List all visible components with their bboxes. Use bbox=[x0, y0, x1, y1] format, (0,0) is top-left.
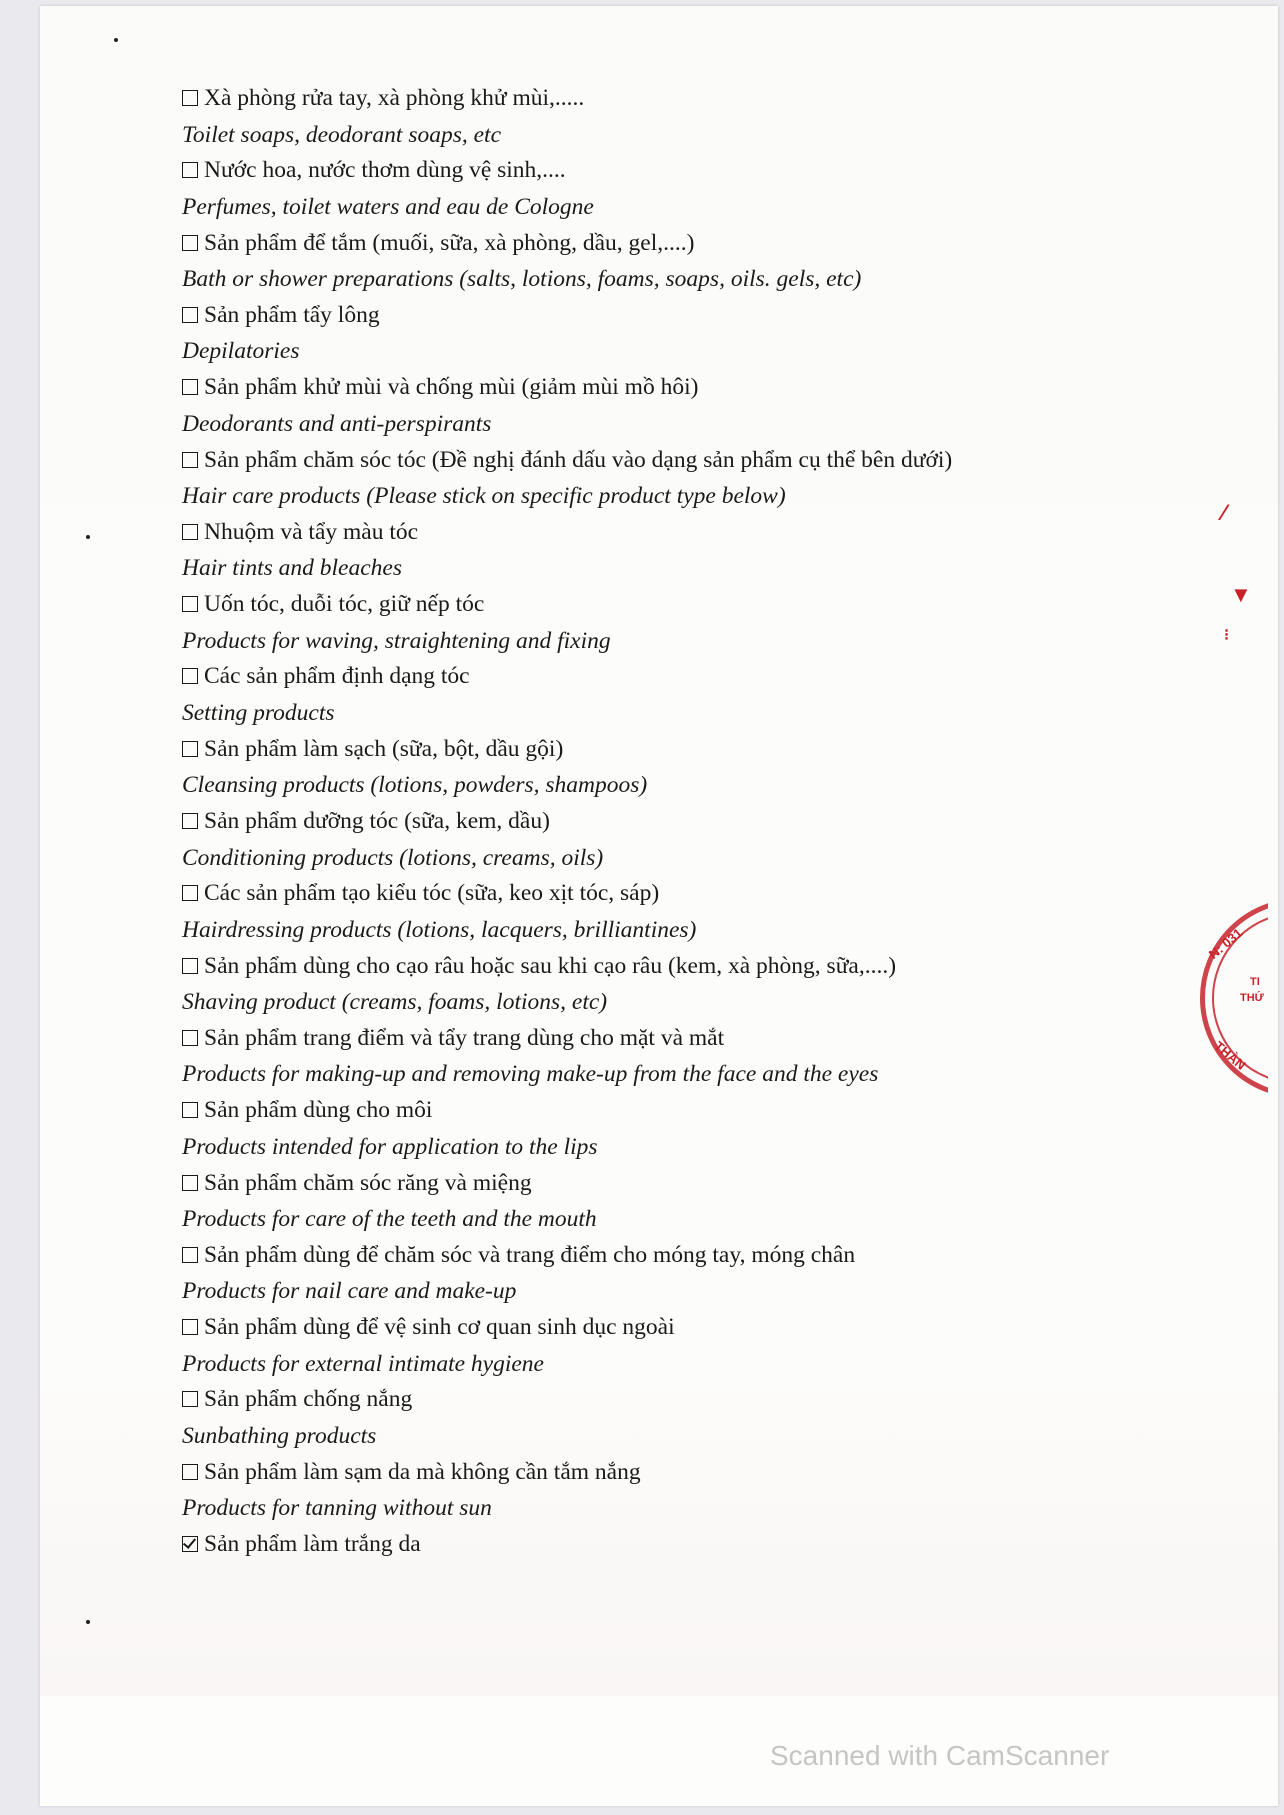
unchecked-checkbox[interactable] bbox=[182, 1464, 198, 1480]
red-stamp-fragment-mark: ▼ bbox=[1230, 582, 1252, 607]
scan-speck bbox=[86, 1620, 90, 1624]
checked-checkbox[interactable] bbox=[182, 1536, 198, 1552]
checklist-item[interactable] bbox=[182, 1024, 724, 1052]
unchecked-checkbox[interactable] bbox=[182, 1102, 198, 1118]
item-label-vietnamese: Sản phẩm dùng cho môi bbox=[204, 1097, 433, 1124]
item-label-vietnamese: Sản phẩm chống nắng bbox=[204, 1386, 413, 1413]
checklist-item[interactable] bbox=[182, 662, 470, 690]
item-label-vietnamese: Các sản phẩm định dạng tóc bbox=[204, 663, 470, 690]
scan-speck bbox=[86, 535, 90, 539]
stamp-bottom-text: THÀN bbox=[1211, 1038, 1249, 1073]
item-label-english: Hair tints and bleaches bbox=[182, 555, 402, 582]
item-label-vietnamese: Nhuộm và tẩy màu tóc bbox=[204, 518, 419, 545]
item-label-english: Bath or shower preparations (salts, lotions, foams, soaps, oils. gels, etc) bbox=[182, 266, 862, 293]
item-label-english: Products for nail care and make-up bbox=[182, 1278, 517, 1305]
unchecked-checkbox[interactable] bbox=[182, 958, 198, 974]
unchecked-checkbox[interactable] bbox=[182, 885, 198, 901]
item-label-vietnamese: Sản phẩm dưỡng tóc (sữa, kem, dầu) bbox=[204, 808, 550, 834]
unchecked-checkbox[interactable] bbox=[182, 741, 198, 757]
unchecked-checkbox[interactable] bbox=[182, 235, 198, 251]
unchecked-checkbox[interactable] bbox=[182, 162, 198, 178]
checklist-item[interactable] bbox=[182, 84, 584, 112]
item-label-english: Conditioning products (lotions, creams, oils) bbox=[182, 844, 604, 871]
item-label-english: Setting products bbox=[182, 699, 335, 726]
unchecked-checkbox[interactable] bbox=[182, 452, 198, 468]
checklist-item[interactable] bbox=[182, 807, 550, 835]
company-seal-stamp bbox=[1198, 898, 1268, 1108]
item-label-vietnamese: Sản phẩm làm sạm da mà không cần tắm nắng bbox=[204, 1458, 641, 1485]
unchecked-checkbox[interactable] bbox=[182, 524, 198, 540]
item-label-vietnamese: Uốn tóc, duỗi tóc, giữ nếp tóc bbox=[204, 591, 485, 618]
item-label-english: Products for waving, straightening and fixing bbox=[182, 627, 611, 654]
item-label-vietnamese: Sản phẩm làm sạch (sữa, bột, dầu gội) bbox=[204, 735, 564, 762]
checklist-item[interactable] bbox=[182, 518, 418, 546]
item-label-english: Products for care of the teeth and the mouth bbox=[182, 1206, 597, 1232]
stamp-line-1: TI bbox=[1250, 976, 1260, 988]
item-label-english: Depilatories bbox=[182, 338, 300, 365]
item-label-english: Products for making-up and removing make-up from the face and the eyes bbox=[182, 1061, 879, 1088]
unchecked-checkbox[interactable] bbox=[182, 1391, 198, 1407]
item-label-vietnamese: Sản phẩm chăm sóc răng và miệng bbox=[204, 1169, 532, 1196]
checklist-item[interactable] bbox=[182, 1241, 855, 1269]
item-label-vietnamese: Sản phẩm trang điểm và tẩy trang dùng cho mặt và mắt bbox=[204, 1024, 725, 1051]
scan-speck bbox=[114, 38, 118, 42]
item-label-vietnamese: Sản phẩm để tắm (muối, sữa, xà phòng, dầu, gel,....) bbox=[204, 229, 695, 256]
checklist-item[interactable] bbox=[182, 446, 952, 474]
item-label-vietnamese: Sản phẩm dùng để chăm sóc và trang điểm cho móng tay, móng chân bbox=[204, 1241, 856, 1268]
checklist-item[interactable] bbox=[182, 301, 380, 329]
unchecked-checkbox[interactable] bbox=[182, 90, 198, 106]
red-stamp-fragment-mark: ⁄ bbox=[1222, 500, 1226, 525]
stamp-number-text: N: 031 bbox=[1205, 925, 1246, 962]
checklist-item[interactable] bbox=[182, 1169, 532, 1197]
item-label-vietnamese: Sản phẩm chăm sóc tóc (Đề nghị đánh dấu vào dạng sản phẩm cụ thể bên dưới) bbox=[204, 446, 953, 473]
item-label-english: Deodorants and anti-perspirants bbox=[182, 410, 492, 437]
item-label-english: Perfumes, toilet waters and eau de Cologne bbox=[182, 193, 594, 220]
item-label-vietnamese: Sản phẩm khử mùi và chống mùi (giảm mùi mồ hôi) bbox=[204, 374, 699, 401]
checklist-item[interactable] bbox=[182, 1313, 675, 1341]
checklist-item[interactable] bbox=[182, 229, 694, 257]
checklist-item[interactable] bbox=[182, 373, 698, 401]
unchecked-checkbox[interactable] bbox=[182, 379, 198, 395]
item-label-english: Shaving product (creams, foams, lotions, etc) bbox=[182, 989, 608, 1016]
unchecked-checkbox[interactable] bbox=[182, 813, 198, 829]
item-label-english: Cleansing products (lotions, powders, shampoos) bbox=[182, 772, 648, 799]
item-label-english: Toilet soaps, deodorant soaps, etc bbox=[182, 121, 502, 148]
checklist-item[interactable] bbox=[182, 590, 484, 618]
red-stamp-fragment-mark: ⁝ bbox=[1224, 627, 1230, 644]
unchecked-checkbox[interactable] bbox=[182, 1247, 198, 1263]
item-label-english: Hair care products (Please stick on specific product type below) bbox=[182, 483, 786, 509]
item-label-english: Hairdressing products (lotions, lacquers, brilliantines) bbox=[182, 916, 697, 943]
checklist-item[interactable] bbox=[182, 1530, 421, 1558]
item-label-vietnamese: Sản phẩm tẩy lông bbox=[204, 301, 380, 328]
item-label-english: Products for tanning without sun bbox=[182, 1495, 492, 1522]
unchecked-checkbox[interactable] bbox=[182, 1319, 198, 1335]
checklist-item[interactable] bbox=[182, 735, 563, 763]
unchecked-checkbox[interactable] bbox=[182, 668, 198, 684]
item-label-vietnamese: Sản phẩm làm trắng da bbox=[204, 1531, 421, 1557]
checklist-item[interactable] bbox=[182, 1096, 432, 1124]
checklist-item[interactable] bbox=[182, 1385, 412, 1413]
stamp-line-2: THỨ bbox=[1240, 992, 1264, 1004]
unchecked-checkbox[interactable] bbox=[182, 1175, 198, 1191]
item-label-vietnamese: Xà phòng rửa tay, xà phòng khử mùi,..... bbox=[204, 85, 585, 111]
unchecked-checkbox[interactable] bbox=[182, 596, 198, 612]
checklist-item[interactable] bbox=[182, 952, 896, 980]
item-label-vietnamese: Sản phẩm dùng cho cạo râu hoặc sau khi cạo râu (kem, xà phòng, sữa,....) bbox=[204, 952, 897, 979]
checklist-item[interactable] bbox=[182, 1458, 641, 1486]
unchecked-checkbox[interactable] bbox=[182, 307, 198, 323]
camscanner-watermark: Scanned with CamScanner bbox=[770, 1740, 1110, 1771]
item-label-english: Sunbathing products bbox=[182, 1422, 377, 1449]
item-label-vietnamese: Sản phẩm dùng để vệ sinh cơ quan sinh dục ngoài bbox=[204, 1314, 675, 1341]
checklist-item[interactable] bbox=[182, 156, 566, 184]
item-label-vietnamese: Nước hoa, nước thơm dùng vệ sinh,.... bbox=[204, 157, 566, 184]
checklist-item[interactable] bbox=[182, 879, 659, 907]
item-label-english: Products intended for application to the lips bbox=[182, 1133, 598, 1160]
unchecked-checkbox[interactable] bbox=[182, 1030, 198, 1046]
item-label-vietnamese: Các sản phẩm tạo kiểu tóc (sữa, keo xịt tóc, sáp) bbox=[204, 880, 660, 907]
item-label-english: Products for external intimate hygiene bbox=[182, 1350, 544, 1377]
